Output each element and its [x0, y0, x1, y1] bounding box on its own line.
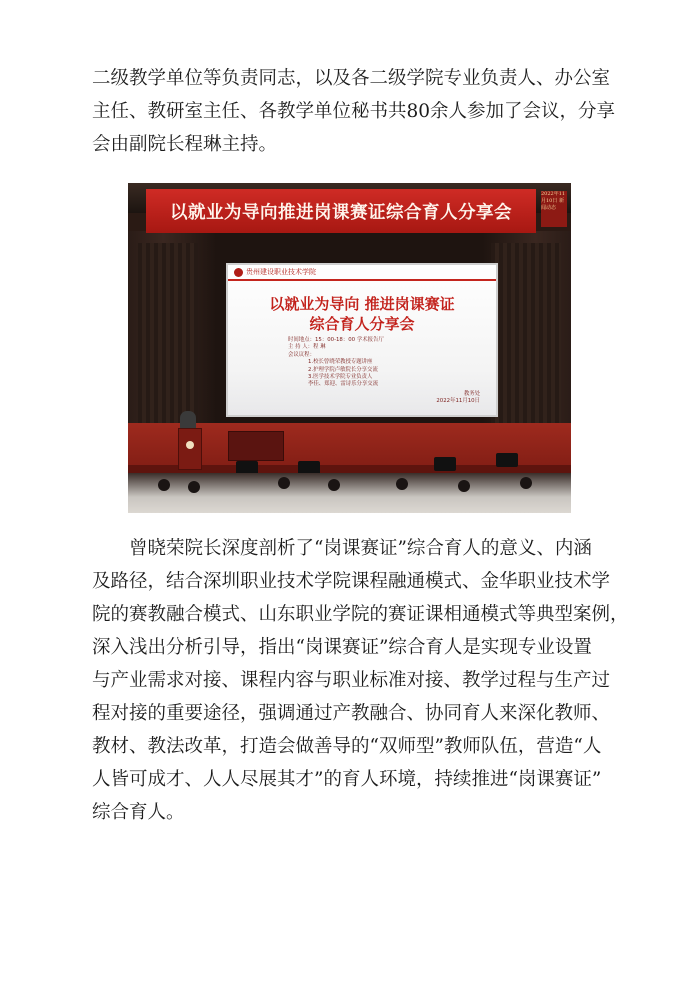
audience-head: [396, 478, 408, 490]
paragraph-attendees: [92, 62, 622, 161]
slide-info-line: 时间地点：15：00-18：00 学术报告厅: [288, 337, 384, 343]
text-line: 程对接的重要途径，强调通过产教融合、协同育人来深化教师、: [92, 703, 611, 724]
audience-head: [278, 477, 290, 489]
curtain-right: [491, 243, 561, 423]
school-logo-icon: [234, 268, 243, 277]
slide-agenda-item: 2.护理学院卢敏院长分享交流: [308, 366, 378, 373]
slide-agenda-item: 1.校长曾晓荣教授专题讲座: [308, 359, 373, 366]
audience-head: [458, 480, 470, 492]
text-line: 曾晓荣院长深度剖析了“岗课赛证”综合育人的意义、内涵: [92, 538, 592, 559]
conference-photo: [128, 183, 571, 513]
audience-seats: [128, 473, 571, 513]
slide-title-line1: 以就业为导向 推进岗课赛证: [269, 295, 455, 313]
slide-title-line2: 综合育人分享会: [309, 315, 415, 333]
stage-table: [228, 431, 284, 461]
slide-school-name: 贵州建设职业技术学院: [246, 268, 316, 276]
event-banner: [146, 189, 536, 233]
text-line: 主任、教研室主任、各教学单位秘书共80余人参加了会议，分享: [92, 101, 616, 122]
slide-info-line: 主 持 人：程 琳: [288, 344, 326, 351]
audience-head: [520, 477, 532, 489]
text-line: 及路径，结合深圳职业技术学院课程融通模式、金华职业技术学: [92, 571, 611, 592]
stage-monitor: [434, 457, 456, 471]
text-line: 与产业需求对接、课程内容与职业标准对接、教学过程与生产过: [92, 670, 611, 691]
stage-monitor: [496, 453, 518, 467]
audience-head: [328, 479, 340, 491]
text-line: 深入浅出分析引导，指出“岗课赛证”综合育人是实现专业设置: [92, 637, 592, 658]
speaker-figure: [180, 411, 196, 429]
slide-info-line: 会议议程：: [288, 351, 315, 358]
paragraph-speech-summary: [92, 532, 629, 829]
text-line: 综合育人。: [92, 802, 185, 823]
podium: [178, 428, 202, 470]
banner-text: 以就业为导向推进岗课赛证综合育人分享会: [170, 202, 512, 223]
slide-info: [288, 337, 384, 389]
text-line: 会由副院长程琳主持。: [92, 134, 278, 155]
podium-emblem-icon: [186, 441, 194, 449]
audience-head: [158, 479, 170, 491]
slide-footer-org: 教务处: [463, 391, 480, 397]
audience-head: [188, 481, 200, 493]
text-line: 二级教学单位等负责同志，以及各二级学院专业负责人、办公室: [92, 68, 611, 89]
slide-agenda-item: 3.医学技术学院专业负责人: [308, 374, 373, 381]
projection-screen: [226, 263, 498, 417]
text-line: 人皆可成才、人人尽展其才”的育人环境，持续推进“岗课赛证”: [92, 769, 602, 790]
curtain-left: [138, 243, 198, 423]
slide-footer-date: 2022年11月10日: [436, 398, 480, 405]
banner-side-panel: 2022年11月10日 新闻动态: [541, 191, 567, 227]
text-line: 院的赛教融合模式、山东职业学院的赛证课相通模式等典型案例，: [92, 604, 629, 625]
text-line: 教材、教法改革，打造会做善导的“双师型”教师队伍，营造“人: [92, 736, 602, 757]
slide-agenda-item: 李佳、郑迎、雷诗乐分享交流: [308, 381, 379, 388]
slide-footer: [436, 391, 480, 406]
slide-header: [228, 265, 496, 281]
